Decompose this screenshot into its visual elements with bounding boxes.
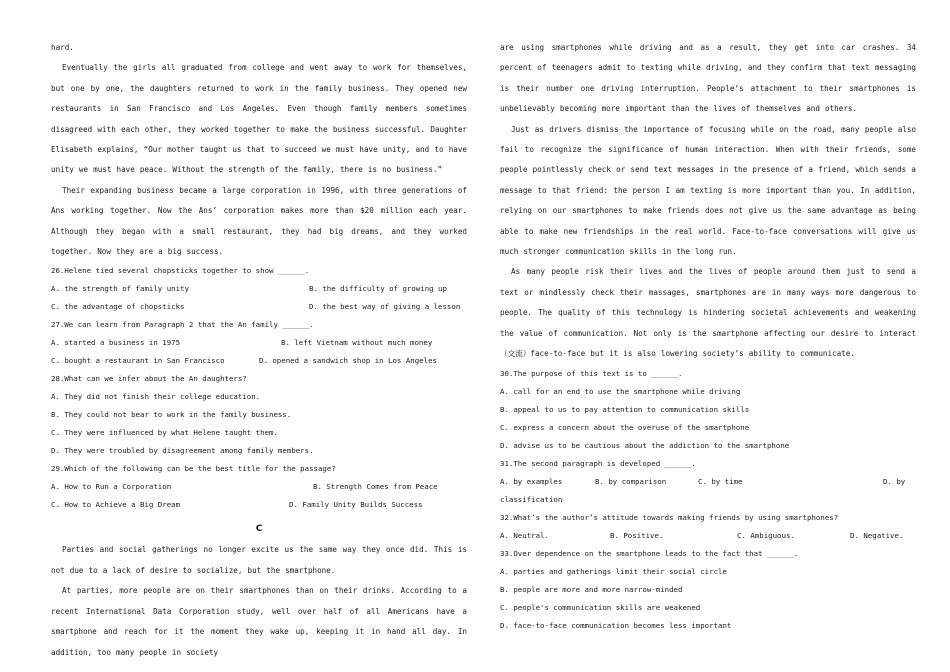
option-c: C. They were influenced by what Helene taught them. bbox=[51, 428, 278, 438]
option-row bbox=[500, 473, 916, 491]
option-b: B. people are more and more narrow-minded bbox=[500, 584, 683, 594]
option-b: B. left Vietnam without much money bbox=[281, 338, 433, 348]
option-row bbox=[51, 478, 467, 496]
option-c: C. Ambiguous. bbox=[737, 530, 795, 540]
option-b: B. They could not bear to work in the family business. bbox=[51, 410, 292, 420]
question-stem: 26.Helene tied several chopsticks together to show ______. bbox=[51, 266, 310, 276]
option-a: A. call for an end to use the smartphone while driving bbox=[500, 386, 741, 396]
question-stem: 30.The purpose of this text is to ______. bbox=[500, 368, 683, 378]
option-a: A. parties and gatherings limit their social circle bbox=[500, 566, 727, 576]
option-a: A. by examples bbox=[500, 476, 563, 486]
option-d: D. Negative. bbox=[850, 530, 904, 540]
passage-c-paragraph: At parties, more people are on their smartphones than on their drinks. According to a recent International Data Corporation study, well over half of all Americans have a smartphone and reach for it the moment they wake up, keeping it in hand all day. In addition, too many people in society bbox=[51, 586, 467, 657]
option-b: B. by comparison bbox=[595, 476, 667, 486]
option-c: C. the advantage of chopsticks bbox=[51, 302, 185, 312]
passage-c-paragraph: Parties and social gatherings no longer excite us the same way they once did. This is not due to a lack of desire to socialize, but the smartphone. bbox=[51, 545, 467, 575]
option-d: D. They were troubled by disagreement among family members. bbox=[51, 446, 314, 456]
option-c: C. express a concern about the overuse of the smartphone bbox=[500, 422, 750, 432]
section-heading-c: C bbox=[255, 524, 263, 535]
right-column bbox=[500, 38, 916, 635]
option-b: B. Strength Comes from Peace bbox=[313, 482, 438, 492]
question-26 bbox=[51, 262, 467, 316]
question-28 bbox=[51, 370, 467, 460]
option-a: A. How to Run a Corporation bbox=[51, 482, 172, 492]
option-a: A. started a business in 1975 bbox=[51, 338, 181, 348]
question-27 bbox=[51, 316, 467, 370]
question-stem: 32.What’s the author’s attitude towards making friends by using smartphones? bbox=[500, 512, 839, 522]
option-row bbox=[51, 280, 467, 298]
option-row bbox=[51, 352, 467, 370]
option-c: C. How to Achieve a Big Dream bbox=[51, 500, 181, 510]
option-d: D. Family Unity Builds Success bbox=[289, 500, 423, 510]
passage-c-paragraph: are using smartphones while driving and as a result, they get into car crashes. 34 percent of teenagers admit to texting while driving, and they confirm that text messaging is their number one driving interruption. People’s attachment to their smartphones is unbelievably becoming more important than the lives of themselves and others. bbox=[500, 43, 916, 114]
passage-b-fragment: hard. bbox=[51, 43, 74, 52]
passage-b-paragraph: Eventually the girls all graduated from college and went away to work for themselves, but one by one, the daughters returned to work in the family business. They opened new restaurants in San Francisco and Los Angeles. Even though family members sometimes disagreed with each other, they worked together to make the business successful. Daughter Elisabeth explains, “Our mother taught us that to succeed we must have unity, and to have unity we must have peace. Without the strength of the family, there is no business.” bbox=[51, 63, 467, 175]
option-c: C. bought a restaurant in San Francisco bbox=[51, 356, 225, 366]
option-d: D. the best way of giving a lesson bbox=[309, 302, 461, 312]
option-c: C. by time bbox=[698, 476, 743, 486]
option-a: A. They did not finish their college education. bbox=[51, 392, 261, 402]
option-a: A. the strength of family unity bbox=[51, 284, 189, 294]
option-c: C. people's communication skills are weakened bbox=[500, 602, 701, 612]
option-b: B. the difficulty of growing up bbox=[309, 284, 447, 294]
option-d: D. face-to-face communication becomes less important bbox=[500, 620, 732, 630]
option-row bbox=[51, 496, 467, 514]
question-32 bbox=[500, 509, 916, 545]
question-31 bbox=[500, 455, 916, 509]
question-stem: 28.What can we infer about the An daughters? bbox=[51, 374, 247, 384]
passage-c-paragraph: Just as drivers dismiss the importance of focusing while on the road, many people also fail to recognize the significance of human interaction. When with their friends, some people pointlessly check or send text messages in the presence of a friend, which sends a message to that friend: the person I am texting is more important than you. In addition, relying on our smartphones to make friends does not give us the same advantage as being able to make new friendships in the real world. Face-to-face conversations will give us much stronger communication skills in the long run. bbox=[500, 124, 916, 257]
option-d-continued: classification bbox=[500, 494, 563, 504]
option-row bbox=[500, 527, 916, 545]
question-stem: 27.We can learn from Paragraph 2 that the An family ______. bbox=[51, 320, 314, 330]
left-column bbox=[51, 38, 467, 663]
question-stem: 29.Which of the following can be the best title for the passage? bbox=[51, 464, 336, 474]
option-d: D. advise us to be cautious about the addiction to the smartphone bbox=[500, 440, 790, 450]
option-d: D. by bbox=[883, 476, 906, 486]
option-b: B. appeal to us to pay attention to communication skills bbox=[500, 404, 750, 414]
option-b: B. Positive. bbox=[610, 530, 664, 540]
question-stem: 31.The second paragraph is developed ______. bbox=[500, 458, 696, 468]
passage-b-paragraph: Their expanding business became a large corporation in 1996, with three generations of Ans working together. Now the Ans’ corporation makes more than $20 million each year. Although they began with a small restaurant, they had big dreams, and they worked together. Now they are a big success. bbox=[51, 185, 467, 257]
option-d: D. opened a sandwich shop in Los Angeles bbox=[259, 356, 437, 366]
option-row bbox=[51, 334, 467, 352]
passage-c-paragraph: As many people risk their lives and the lives of people around them just to send a text or mindlessly check their massages, smartphones are in many ways more dangerous to people. The quality of this technology is hindering societal achievements and weakening the value of communication. Not only is the smartphone affecting our desire to interact（交流）face-to-face but it is also lowering society’s ability to communicate. bbox=[500, 267, 916, 359]
option-row bbox=[51, 298, 467, 316]
option-a: A. Neutral. bbox=[500, 530, 549, 540]
question-stem: 33.Over dependence on the smartphone leads to the fact that ______. bbox=[500, 548, 799, 558]
question-33 bbox=[500, 545, 916, 635]
question-30 bbox=[500, 365, 916, 455]
question-29 bbox=[51, 460, 467, 514]
